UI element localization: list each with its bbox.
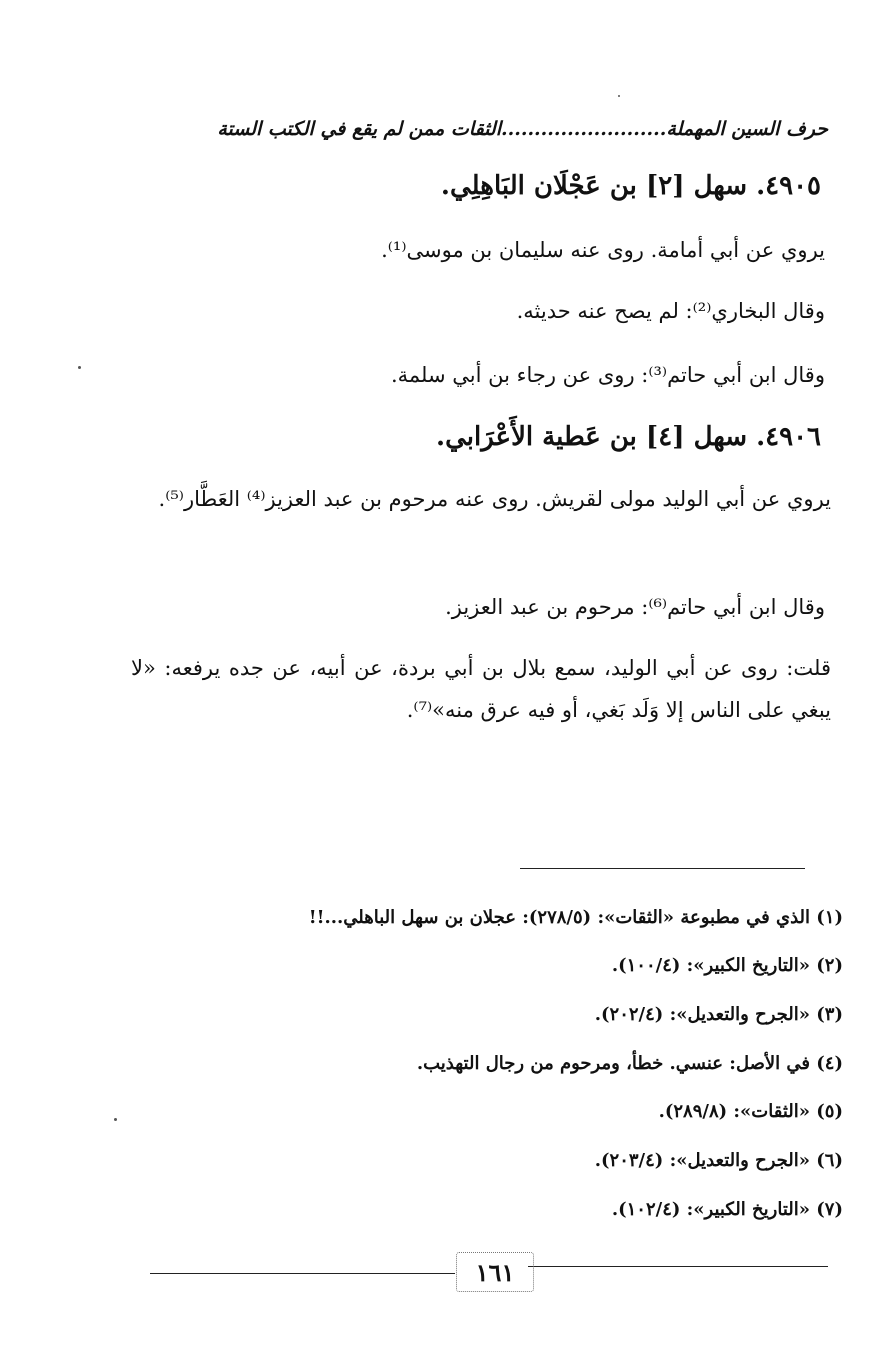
entry-4905-paragraph-2: وقال البخاري⁽²⁾: لم يصح عنه حديثه. [516, 299, 825, 323]
entry-4905-paragraph-3: وقال ابن أبي حاتم⁽³⁾: روى عن رجاء بن أبي سلمة. [390, 363, 825, 387]
footnote-4: (٤) في الأصل: عنسي. خطأ، ومرحوم من رجال التهذيب. [416, 1053, 843, 1074]
footer-rule-right [528, 1266, 828, 1267]
footnote-separator [520, 868, 805, 869]
entry-4906-paragraph-2: وقال ابن أبي حاتم⁽⁶⁾: مرحوم بن عبد العزيز. [445, 595, 825, 619]
footnote-7: (٧) «التاريخ الكبير»: (١٠٢/٤). [611, 1199, 843, 1220]
footnote-5: (٥) «الثقات»: (٢٨٩/٨). [658, 1101, 843, 1122]
running-header: حرف السين المهملة.........................الثقات ممن لم يقع في الكتب الستة [217, 118, 828, 140]
scan-speck [114, 1118, 117, 1121]
entry-4906-paragraph-3: قلت: روى عن أبي الوليد، سمع بلال بن أبي بردة، عن أبيه، عن جده يرفعه: «لا يبغي على الناس إلا وَلَد بَغي، أو فيه عرق منه»⁽⁷⁾. [131, 656, 831, 722]
entry-4905-paragraph-1: يروي عن أبي أمامة. روى عنه سليمان بن موسى⁽¹⁾. [381, 238, 825, 262]
entry-4906-paragraph-1: يروي عن أبي الوليد مولى لقريش. روى عنه مرحوم بن عبد العزيز⁽⁴⁾ العَطَّار⁽⁵⁾. [158, 487, 831, 511]
footer-rule-left [150, 1273, 455, 1274]
entry-title-4906: ٤٩٠٦. سهل [٤] بن عَطية الأَعْرَابي. [436, 422, 821, 452]
footnote-3: (٣) «الجرح والتعديل»: (٢٠٢/٤). [594, 1004, 843, 1025]
footnote-6: (٦) «الجرح والتعديل»: (٢٠٣/٤). [594, 1150, 843, 1171]
footnote-2: (٢) «التاريخ الكبير»: (١٠٠/٤). [611, 955, 843, 976]
entry-title-4905: ٤٩٠٥. سهل [٢] بن عَجْلَان البَاهِلِي. [440, 171, 821, 201]
scan-speck [78, 366, 81, 369]
scan-speck [618, 95, 620, 97]
footnote-1: (١) الذي في مطبوعة «الثقات»: (٢٧٨/٥): عجلان بن سهل الباهلي...!! [308, 907, 843, 928]
page-number: ١٦١ [475, 1258, 515, 1287]
